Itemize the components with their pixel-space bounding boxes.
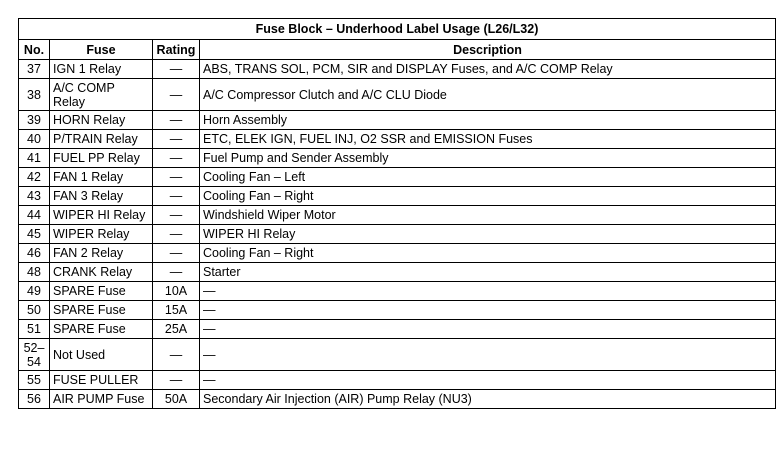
cell-no: 46 — [19, 244, 50, 263]
cell-no: 38 — [19, 79, 50, 111]
cell-fuse: FAN 2 Relay — [50, 244, 153, 263]
cell-fuse: WIPER HI Relay — [50, 206, 153, 225]
cell-no: 43 — [19, 187, 50, 206]
cell-description: Windshield Wiper Motor — [200, 206, 776, 225]
cell-rating: 10A — [153, 282, 200, 301]
cell-rating: — — [153, 206, 200, 225]
cell-fuse: Not Used — [50, 339, 153, 371]
cell-rating: — — [153, 111, 200, 130]
cell-description: — — [200, 282, 776, 301]
cell-no: 55 — [19, 371, 50, 390]
cell-no: 39 — [19, 111, 50, 130]
cell-rating: — — [153, 244, 200, 263]
cell-fuse: HORN Relay — [50, 111, 153, 130]
cell-description: Starter — [200, 263, 776, 282]
cell-description: Cooling Fan – Right — [200, 244, 776, 263]
cell-no: 52– 54 — [19, 339, 50, 371]
cell-fuse: SPARE Fuse — [50, 282, 153, 301]
cell-description: A/C Compressor Clutch and A/C CLU Diode — [200, 79, 776, 111]
cell-rating: 15A — [153, 301, 200, 320]
cell-rating: 25A — [153, 320, 200, 339]
cell-rating: — — [153, 187, 200, 206]
cell-rating: — — [153, 130, 200, 149]
cell-no: 41 — [19, 149, 50, 168]
cell-fuse: CRANK Relay — [50, 263, 153, 282]
cell-rating: — — [153, 149, 200, 168]
cell-no: 44 — [19, 206, 50, 225]
cell-no: 50 — [19, 301, 50, 320]
table-row — [19, 168, 776, 187]
table-row — [19, 79, 776, 111]
cell-rating: — — [153, 60, 200, 79]
table-row — [19, 130, 776, 149]
table-row — [19, 206, 776, 225]
cell-fuse: FUEL PP Relay — [50, 149, 153, 168]
header-no: No. — [19, 40, 50, 60]
cell-fuse: FAN 1 Relay — [50, 168, 153, 187]
table-row — [19, 244, 776, 263]
cell-description: ABS, TRANS SOL, PCM, SIR and DISPLAY Fuses, and A/C COMP Relay — [200, 60, 776, 79]
cell-fuse: IGN 1 Relay — [50, 60, 153, 79]
cell-description: — — [200, 320, 776, 339]
table-row — [19, 390, 776, 409]
cell-description: WIPER HI Relay — [200, 225, 776, 244]
cell-description: Fuel Pump and Sender Assembly — [200, 149, 776, 168]
header-rating: Rating — [153, 40, 200, 60]
cell-rating: — — [153, 371, 200, 390]
cell-no: 45 — [19, 225, 50, 244]
cell-fuse: SPARE Fuse — [50, 320, 153, 339]
table-row — [19, 263, 776, 282]
cell-rating: — — [153, 168, 200, 187]
cell-fuse: SPARE Fuse — [50, 301, 153, 320]
cell-rating: — — [153, 339, 200, 371]
cell-description: — — [200, 339, 776, 371]
table-row — [19, 339, 776, 371]
cell-rating: — — [153, 225, 200, 244]
cell-description: Cooling Fan – Left — [200, 168, 776, 187]
fuse-table — [18, 18, 776, 409]
cell-description: — — [200, 301, 776, 320]
cell-rating: — — [153, 79, 200, 111]
header-fuse: Fuse — [50, 40, 153, 60]
cell-no: 56 — [19, 390, 50, 409]
table-row — [19, 225, 776, 244]
cell-no: 37 — [19, 60, 50, 79]
cell-description: — — [200, 371, 776, 390]
cell-fuse: FAN 3 Relay — [50, 187, 153, 206]
cell-no: 48 — [19, 263, 50, 282]
cell-description: Secondary Air Injection (AIR) Pump Relay (NU3) — [200, 390, 776, 409]
cell-description: ETC, ELEK IGN, FUEL INJ, O2 SSR and EMISSION Fuses — [200, 130, 776, 149]
cell-fuse: A/C COMP Relay — [50, 79, 153, 111]
cell-fuse: WIPER Relay — [50, 225, 153, 244]
table-row — [19, 371, 776, 390]
table-title: Fuse Block – Underhood Label Usage (L26/L32) — [19, 19, 776, 40]
table-row — [19, 301, 776, 320]
table-row — [19, 60, 776, 79]
cell-rating: 50A — [153, 390, 200, 409]
cell-description: Horn Assembly — [200, 111, 776, 130]
table-header-row — [19, 40, 776, 60]
cell-no: 42 — [19, 168, 50, 187]
header-description: Description — [200, 40, 776, 60]
table-title-row — [19, 19, 776, 40]
cell-description: Cooling Fan – Right — [200, 187, 776, 206]
cell-fuse: FUSE PULLER — [50, 371, 153, 390]
cell-fuse: AIR PUMP Fuse — [50, 390, 153, 409]
table-row — [19, 149, 776, 168]
cell-no: 49 — [19, 282, 50, 301]
table-row — [19, 111, 776, 130]
table-row — [19, 320, 776, 339]
table-row — [19, 282, 776, 301]
cell-no: 40 — [19, 130, 50, 149]
cell-no: 51 — [19, 320, 50, 339]
cell-rating: — — [153, 263, 200, 282]
table-row — [19, 187, 776, 206]
cell-fuse: P/TRAIN Relay — [50, 130, 153, 149]
